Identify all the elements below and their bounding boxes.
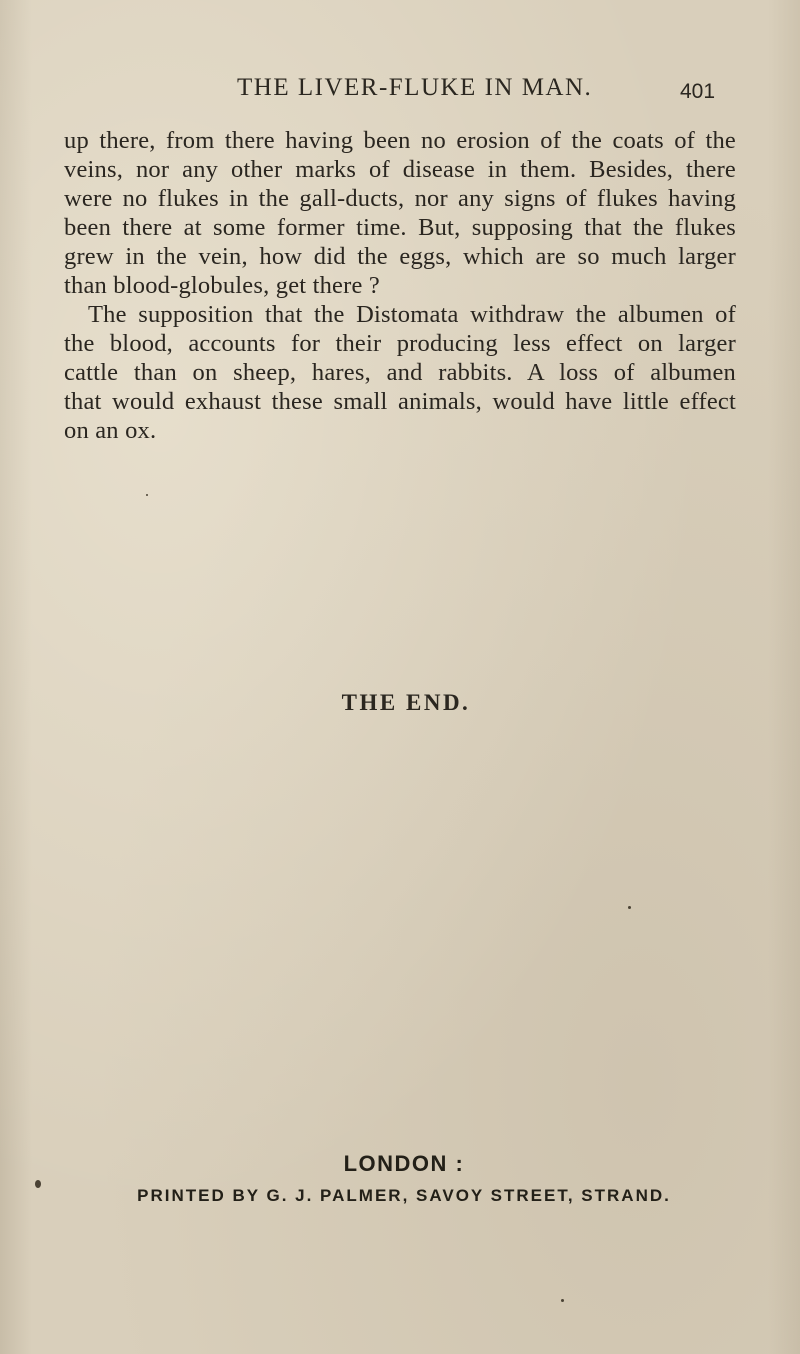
- text-line: on an ox.: [64, 417, 157, 444]
- running-title: THE LIVER-FLUKE IN MAN.: [237, 74, 593, 101]
- text-line: that would exhaust these small animals, would have little effect: [64, 388, 736, 415]
- the-end-heading: THE END.: [341, 690, 471, 715]
- ink-speck: [35, 1180, 41, 1188]
- imprint-city: LONDON :: [343, 1151, 465, 1176]
- text-line: been there at some former time. But, supposing that the flukes: [64, 214, 736, 241]
- body-text: [64, 126, 736, 445]
- text-line: veins, nor any other marks of disease in them. Besides, there: [64, 156, 736, 183]
- text-line: The supposition that the Distomata withdraw the albumen of: [88, 301, 736, 328]
- ink-speck: [561, 1299, 564, 1302]
- text-line: grew in the vein, how did the eggs, which are so much larger: [64, 243, 736, 270]
- page-number: 401: [680, 80, 716, 103]
- ink-speck: [146, 494, 148, 496]
- text-line: than blood-globules, get there ?: [64, 272, 380, 299]
- imprint-printer: PRINTED BY G. J. PALMER, SAVOY STREET, STRAND.: [137, 1186, 671, 1205]
- text-line: were no flukes in the gall-ducts, nor any signs of flukes having: [64, 185, 736, 212]
- text-line: the blood, accounts for their producing less effect on larger: [64, 330, 736, 357]
- text-line: cattle than on sheep, hares, and rabbits. A loss of albumen: [64, 359, 736, 386]
- running-head: [0, 74, 800, 108]
- text-line: up there, from there having been no erosion of the coats of the: [64, 127, 736, 154]
- ink-speck: [628, 906, 631, 909]
